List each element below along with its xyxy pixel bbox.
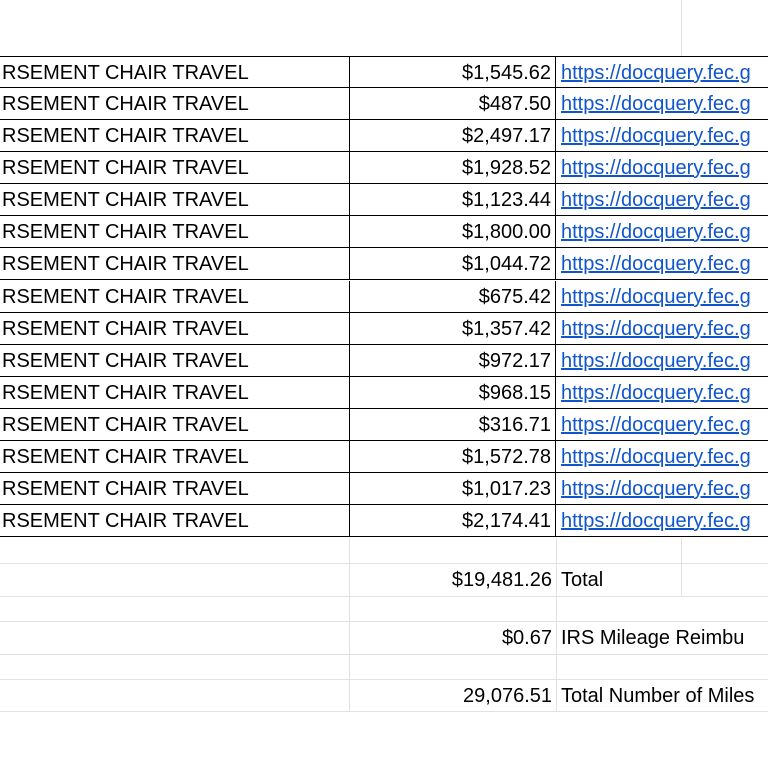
table-row[interactable] <box>0 505 768 537</box>
amount-cell[interactable]: $1,123.44 <box>350 184 556 216</box>
amount-cell[interactable]: $1,044.72 <box>350 248 556 280</box>
amount-cell[interactable]: $1,928.52 <box>350 152 556 184</box>
amount-cell[interactable]: $2,497.17 <box>350 120 556 152</box>
description-cell[interactable]: RSEMENT CHAIR TRAVEL <box>0 216 350 248</box>
fec-link-cell[interactable]: https://docquery.fec.g <box>556 120 768 152</box>
amount-cell[interactable]: $316.71 <box>350 409 556 441</box>
amount-cell[interactable]: $1,017.23 <box>350 473 556 505</box>
table-row[interactable] <box>0 377 768 409</box>
amount-cell[interactable]: $2,174.41 <box>350 505 556 537</box>
description-cell[interactable]: RSEMENT CHAIR TRAVEL <box>0 56 350 88</box>
description-cell[interactable]: RSEMENT CHAIR TRAVEL <box>0 345 350 377</box>
fec-link-cell[interactable]: https://docquery.fec.g <box>556 377 768 409</box>
table-row[interactable] <box>0 56 768 88</box>
table-row[interactable] <box>0 88 768 120</box>
table-row[interactable] <box>0 152 768 184</box>
description-cell[interactable]: RSEMENT CHAIR TRAVEL <box>0 184 350 216</box>
irs-rate-label-cell[interactable]: IRS Mileage Reimbu <box>561 627 745 649</box>
description-cell[interactable]: RSEMENT CHAIR TRAVEL <box>0 313 350 345</box>
table-row[interactable] <box>0 281 768 313</box>
table-row[interactable] <box>0 345 768 377</box>
description-cell[interactable]: RSEMENT CHAIR TRAVEL <box>0 505 350 537</box>
amount-cell[interactable]: $1,572.78 <box>350 441 556 473</box>
fec-link-cell[interactable]: https://docquery.fec.g <box>556 88 768 120</box>
gridline <box>681 0 682 56</box>
table-row[interactable] <box>0 313 768 345</box>
fec-link-cell[interactable]: https://docquery.fec.g <box>556 345 768 377</box>
fec-link-cell[interactable]: https://docquery.fec.g <box>556 313 768 345</box>
amount-cell[interactable]: $1,545.62 <box>350 56 556 88</box>
description-cell[interactable]: RSEMENT CHAIR TRAVEL <box>0 88 350 120</box>
table-row[interactable] <box>0 441 768 473</box>
description-cell[interactable]: RSEMENT CHAIR TRAVEL <box>0 152 350 184</box>
fec-link-cell[interactable]: https://docquery.fec.g <box>556 152 768 184</box>
table-row[interactable] <box>0 120 768 152</box>
table-row[interactable] <box>0 216 768 248</box>
fec-link-cell[interactable]: https://docquery.fec.g <box>556 473 768 505</box>
miles-value-cell[interactable]: 29,076.51 <box>463 685 552 707</box>
description-cell[interactable]: RSEMENT CHAIR TRAVEL <box>0 409 350 441</box>
table-row[interactable] <box>0 248 768 280</box>
table-row[interactable] <box>0 184 768 216</box>
amount-cell[interactable]: $1,800.00 <box>350 216 556 248</box>
irs-rate-value-cell[interactable]: $0.67 <box>501 627 552 649</box>
table-row[interactable] <box>0 473 768 505</box>
fec-link-cell[interactable]: https://docquery.fec.g <box>556 505 768 537</box>
amount-cell[interactable]: $675.42 <box>350 281 556 313</box>
amount-cell[interactable]: $487.50 <box>350 88 556 120</box>
total-label-cell[interactable]: Total <box>561 569 604 591</box>
description-cell[interactable]: RSEMENT CHAIR TRAVEL <box>0 441 350 473</box>
fec-link-cell[interactable]: https://docquery.fec.g <box>556 281 768 313</box>
miles-label-cell[interactable]: Total Number of Miles <box>561 685 755 707</box>
gridline <box>0 654 768 655</box>
fec-link-cell[interactable]: https://docquery.fec.g <box>556 56 768 88</box>
fec-link-cell[interactable]: https://docquery.fec.g <box>556 248 768 280</box>
description-cell[interactable]: RSEMENT CHAIR TRAVEL <box>0 377 350 409</box>
amount-cell[interactable]: $968.15 <box>350 377 556 409</box>
table-row[interactable] <box>0 409 768 441</box>
total-value-cell[interactable]: $19,481.26 <box>451 569 552 591</box>
description-cell[interactable]: RSEMENT CHAIR TRAVEL <box>0 120 350 152</box>
fec-link-cell[interactable]: https://docquery.fec.g <box>556 216 768 248</box>
description-cell[interactable]: RSEMENT CHAIR TRAVEL <box>0 281 350 313</box>
fec-link-cell[interactable]: https://docquery.fec.g <box>556 441 768 473</box>
amount-cell[interactable]: $1,357.42 <box>350 313 556 345</box>
gridline <box>0 596 768 597</box>
amount-cell[interactable]: $972.17 <box>350 345 556 377</box>
description-cell[interactable]: RSEMENT CHAIR TRAVEL <box>0 473 350 505</box>
description-cell[interactable]: RSEMENT CHAIR TRAVEL <box>0 248 350 280</box>
fec-link-cell[interactable]: https://docquery.fec.g <box>556 409 768 441</box>
fec-link-cell[interactable]: https://docquery.fec.g <box>556 184 768 216</box>
